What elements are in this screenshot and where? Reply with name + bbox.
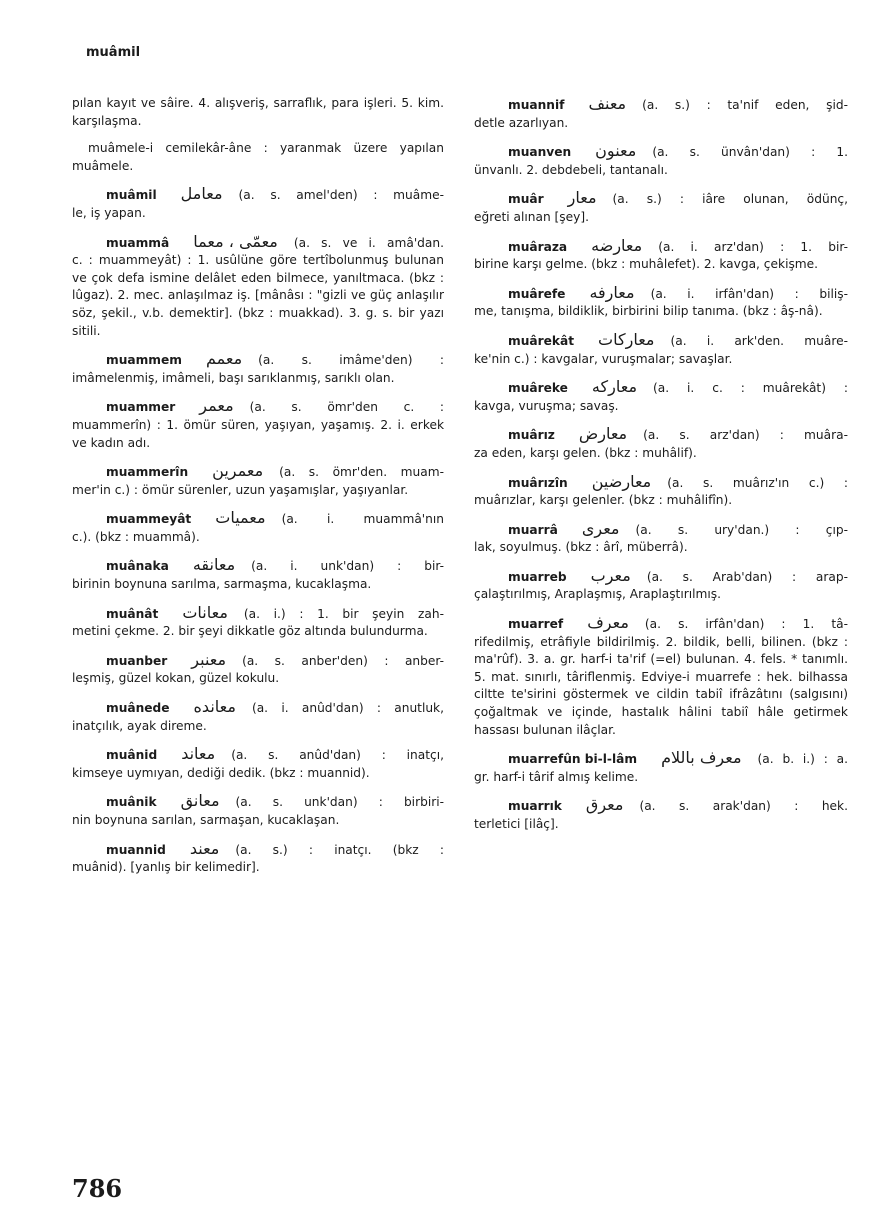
headword: muârız [508,428,555,443]
definition-start: (a. i. ark'den. muâre- [670,333,848,348]
entry-first-line [106,604,444,624]
definition-continuation: metini çekme. 2. bir şeyi dikkatle göz altında bulundurma. [72,624,428,639]
arabic-spelling: معار [567,188,597,208]
definition-start: (a. s. unk'dan) : birbiri- [235,795,444,810]
left-column [72,95,444,887]
intro-paragraph-2: muâmele-i cemilekâr-âne : yaranmak üzere yapılan muâmele. [72,141,444,173]
entry-first-line [106,745,444,765]
definition-start: (a. s. ve i. amâ'dan. [293,235,444,250]
dictionary-entry [72,397,444,452]
entry-first-line [508,189,848,209]
definition-continuation: c.). (bkz : muammâ). [72,529,200,544]
arabic-spelling: معنبر [191,649,227,669]
headword: muâreke [508,381,568,396]
definition-continuation: çalaştırılmış, Araplaşmış, Araplaştırılmış. [474,587,721,602]
dictionary-entry [474,425,848,462]
dictionary-entry [72,233,444,341]
entry-first-line [106,509,444,529]
definition-continuation: rifedilmiş, etrâfiyle bildirilmiş. 2. bildik, belli, bilinen. (bkz : ma'rûf). 3. a. gr. harf-i ta'rif (=el) bulunan. 4. fels. * tanımlı. 5. mat. sınırlı, târiflenmiş. Edviye-i muarrefe : hek. bilhassa ciltte te'sirini göstermek ve cildin tabiî ifrâzâtını (salgısını) çoğaltmak ve içinde, hastalık hâlini tabiî hâle getirmek hassası bulunan ilâçlar. [474,634,848,737]
entry-first-line [508,520,848,540]
entry-first-line [508,95,848,115]
headword: muâraza [508,239,568,254]
definition-start: (a. s. Arab'dan) : arap- [646,569,848,584]
entry-first-line [106,840,444,860]
headword: muârızîn [508,475,568,490]
dictionary-entry [72,556,444,593]
arabic-spelling: معارض [578,424,628,444]
definition-continuation: kavga, vuruşma; savaş. [474,398,619,413]
arabic-spelling: معميات [215,508,266,528]
headword: muâr [508,192,544,207]
definition-start: (a. s. ury'dan.) : çıp- [635,522,848,537]
entry-first-line [508,284,848,304]
entry-first-line [106,651,444,671]
dictionary-entry [72,185,444,222]
headword: muannif [508,98,565,112]
definition-continuation: birinin boynuna sarılma, sarmaşma, kucaklaşma. [72,577,372,592]
page-number: 786 [72,1174,123,1203]
definition-continuation: lak, soyulmuş. (bkz : ârî, müberrâ). [474,540,688,555]
definition-continuation: terletici [ilâç]. [474,817,559,831]
definition-start: (a. s. amel'den) : muâme- [238,188,444,203]
dictionary-entry [474,473,848,510]
dictionary-entry [474,520,848,557]
arabic-spelling: معرى [581,518,620,538]
definition-start: (a. s. irfân'dan) : 1. tâ- [644,617,848,632]
definition-start: (a. s. arak'dan) : hek. [639,799,848,814]
dictionary-entry [474,95,848,132]
headword: muârekât [508,333,575,348]
definition-continuation: muânid). [yanlış bir kelimedir]. [72,860,260,875]
entry-first-line [508,425,848,445]
dictionary-entry [72,698,444,735]
headword: muarrefûn bi-l-lâm [508,752,638,767]
definition-continuation: le, iş yapan. [72,205,146,220]
intro-paragraph-1: pılan kayıt ve sâire. 4. alışveriş, sarraflık, para işleri. 5. kim. karşılaşma. [72,96,444,128]
entry-first-line [106,462,444,482]
entry-first-line [508,749,848,769]
definition-start: (a. i.) : 1. bir şeyin zah- [243,606,444,621]
arabic-spelling: معانقه [192,555,236,575]
arabic-spelling: معارضه [591,235,643,255]
definition-start: (a. s. muârız'ın c.) : [667,475,848,490]
dictionary-entry [72,509,444,546]
arabic-spelling: معمرين [212,461,264,481]
definition-continuation: detle azarlıyan. [474,115,569,130]
definition-start: (a. i. anûd'dan) : anutluk, [251,701,444,716]
entry-first-line [508,142,848,162]
arabic-spelling: معنون [595,141,637,161]
arabic-spelling: معمم [205,349,243,369]
definition-continuation: eğreti alınan [şey]. [474,209,589,224]
dictionary-entry [474,142,848,179]
headword: muârefe [508,286,566,301]
definition-start: (a. s. imâme'den) : [258,353,444,368]
headword: muânede [106,701,170,716]
definition-continuation: inatçılık, ayak direme. [72,718,207,733]
dictionary-entry [72,350,444,387]
definition-start: (a. s. ömr'den. muam- [279,465,444,480]
entry-first-line [106,350,444,370]
dictionary-entry [474,614,848,739]
entry-first-line [106,397,444,417]
definition-start: (a. s. anûd'dan) : inatçı, [231,748,444,763]
definition-start: (a. s.) : iâre olunan, ödünç, [612,192,848,207]
definition-start: (a. i. irfân'dan) : biliş- [650,286,848,301]
definition-continuation: mer'in c.) : ömür sürenler, uzun yaşamışlar, yaşıyanlar. [72,482,409,497]
headword: muarrık [508,799,562,814]
definition-continuation: leşmiş, güzel kokan, güzel kokulu. [72,671,280,686]
arabic-spelling: معاركه [591,377,638,397]
entry-first-line [106,185,444,205]
headword: muammer [106,400,176,415]
headword: muammerîn [106,465,189,480]
arabic-spelling: معانات [182,602,228,622]
arabic-spelling: معرف [587,613,629,633]
definition-continuation: ke'nin c.) : kavgalar, vuruşmalar; savaşlar. [474,351,733,366]
headword: muarreb [508,569,567,584]
dictionary-entry [474,331,848,368]
entry-first-line [106,698,444,718]
definition-continuation: birine karşı gelme. (bkz : muhâlefet). 2. kavga, çekişme. [474,257,819,272]
dictionary-entry [72,462,444,499]
entry-first-line [508,614,848,634]
definition-continuation: ünvanlı. 2. debdebeli, tantanalı. [474,162,668,177]
right-column [474,95,848,844]
arabic-spelling: معانده [193,697,236,717]
dictionary-entry [72,792,444,829]
entry-first-line [106,556,444,576]
arabic-spelling: معارفه [589,282,635,302]
definition-start: (a. s. arz'dan) : muâra- [643,428,848,443]
dictionary-entry [72,745,444,782]
dictionary-entry [72,604,444,641]
dictionary-entry [474,284,848,321]
arabic-spelling: معمّى ، معما [193,231,278,251]
arabic-spelling: معرق [585,795,624,815]
headword: muanber [106,653,168,668]
entry-first-line [508,473,848,493]
definition-start: (a. i. muammâ'nın [281,512,444,527]
entry-first-line [508,237,848,257]
arabic-spelling: معانق [180,791,220,811]
arabic-spelling: معامل [180,184,223,204]
definition-start: (a. s.) : ta'nif eden, şid- [642,98,848,112]
dictionary-entry [474,567,848,604]
definition-start: (a. i. unk'dan) : bir- [251,559,444,574]
headword: muannid [106,842,166,857]
definition-continuation: muârızlar, karşı gelenler. (bkz : muhâlifîn). [474,493,733,508]
headword: muânik [106,795,157,810]
definition-start: (a. s.) : inatçı. (bkz : [235,842,444,857]
arabic-spelling: معاند [181,744,216,764]
entry-first-line [106,792,444,812]
entry-first-line [508,331,848,351]
arabic-spelling: معارضين [591,471,652,491]
dictionary-entry [474,749,848,786]
definition-continuation: za eden, karşı gelen. (bkz : muhâlif). [474,445,697,460]
definition-start: (a. s. ömr'den c. : [249,400,444,415]
headword: muânid [106,748,158,763]
dictionary-entry [72,651,444,688]
headword: muammem [106,353,182,368]
headword: muanven [508,145,572,160]
entry-first-line [508,796,848,816]
arabic-spelling: معند [189,838,220,858]
arabic-spelling: معمر [199,396,234,416]
dictionary-entry [474,189,848,226]
dictionary-entry [72,840,444,877]
dictionary-entry [474,796,848,833]
arabic-spelling: معنف [588,94,627,113]
definition-continuation: gr. harf-i târif almış kelime. [474,769,639,784]
arabic-spelling: معاركات [598,329,655,349]
definition-continuation: me, tanışma, bildiklik, birbirini bilip tanıma. (bkz : âş-nâ). [474,304,823,319]
headword: muarrâ [508,522,558,537]
definition-continuation: muammerîn) : 1. ömür süren, yaşıyan, yaşamış. 2. i. erkek ve kadın adı. [72,417,444,450]
dictionary-entry [474,378,848,415]
arabic-spelling: معرف باللام [661,748,742,768]
running-header: muâmil [86,45,141,60]
headword: muarref [508,617,564,632]
headword: muânaka [106,559,169,574]
headword: muammâ [106,235,170,250]
definition-continuation: c. : muammeyât) : 1. usûlüne göre tertîbolunmuş bulunan ve çok defa ismine delâlet eden bilmece, yanıltmaca. (bkz : lûgaz). 2. mec. anlaşılmaz iş. [mânâsı : "gizli ve güç anlaşılır söz, şekil., v.b. demektir]. (bkz : muakkad). 3. g. s. bir yazı sitili. [72,253,444,338]
definition-start: (a. s. anber'den) : anber- [242,653,444,668]
entry-first-line [106,233,444,253]
definition-continuation: imâmelenmiş, imâmeli, başı sarıklanmış, sarıklı olan. [72,370,395,385]
definition-start: (a. s. ünvân'dan) : 1. [652,145,848,160]
definition-start: (a. i. c. : muârekât) : [653,381,848,396]
headword: muâmil [106,188,157,203]
definition-continuation: nin boynuna sarılan, sarmaşan, kucaklaşan. [72,813,340,827]
definition-start: (a. b. i.) : a. [757,752,848,767]
entry-first-line [508,378,848,398]
entry-first-line [508,567,848,587]
definition-continuation: kimseye uymıyan, dediği dedik. (bkz : muannid). [72,765,370,780]
definition-start: (a. i. arz'dan) : 1. bir- [658,239,848,254]
dictionary-entry [474,237,848,274]
headword: muânât [106,606,159,621]
headword: muammeyât [106,512,192,527]
arabic-spelling: معرب [590,565,631,585]
